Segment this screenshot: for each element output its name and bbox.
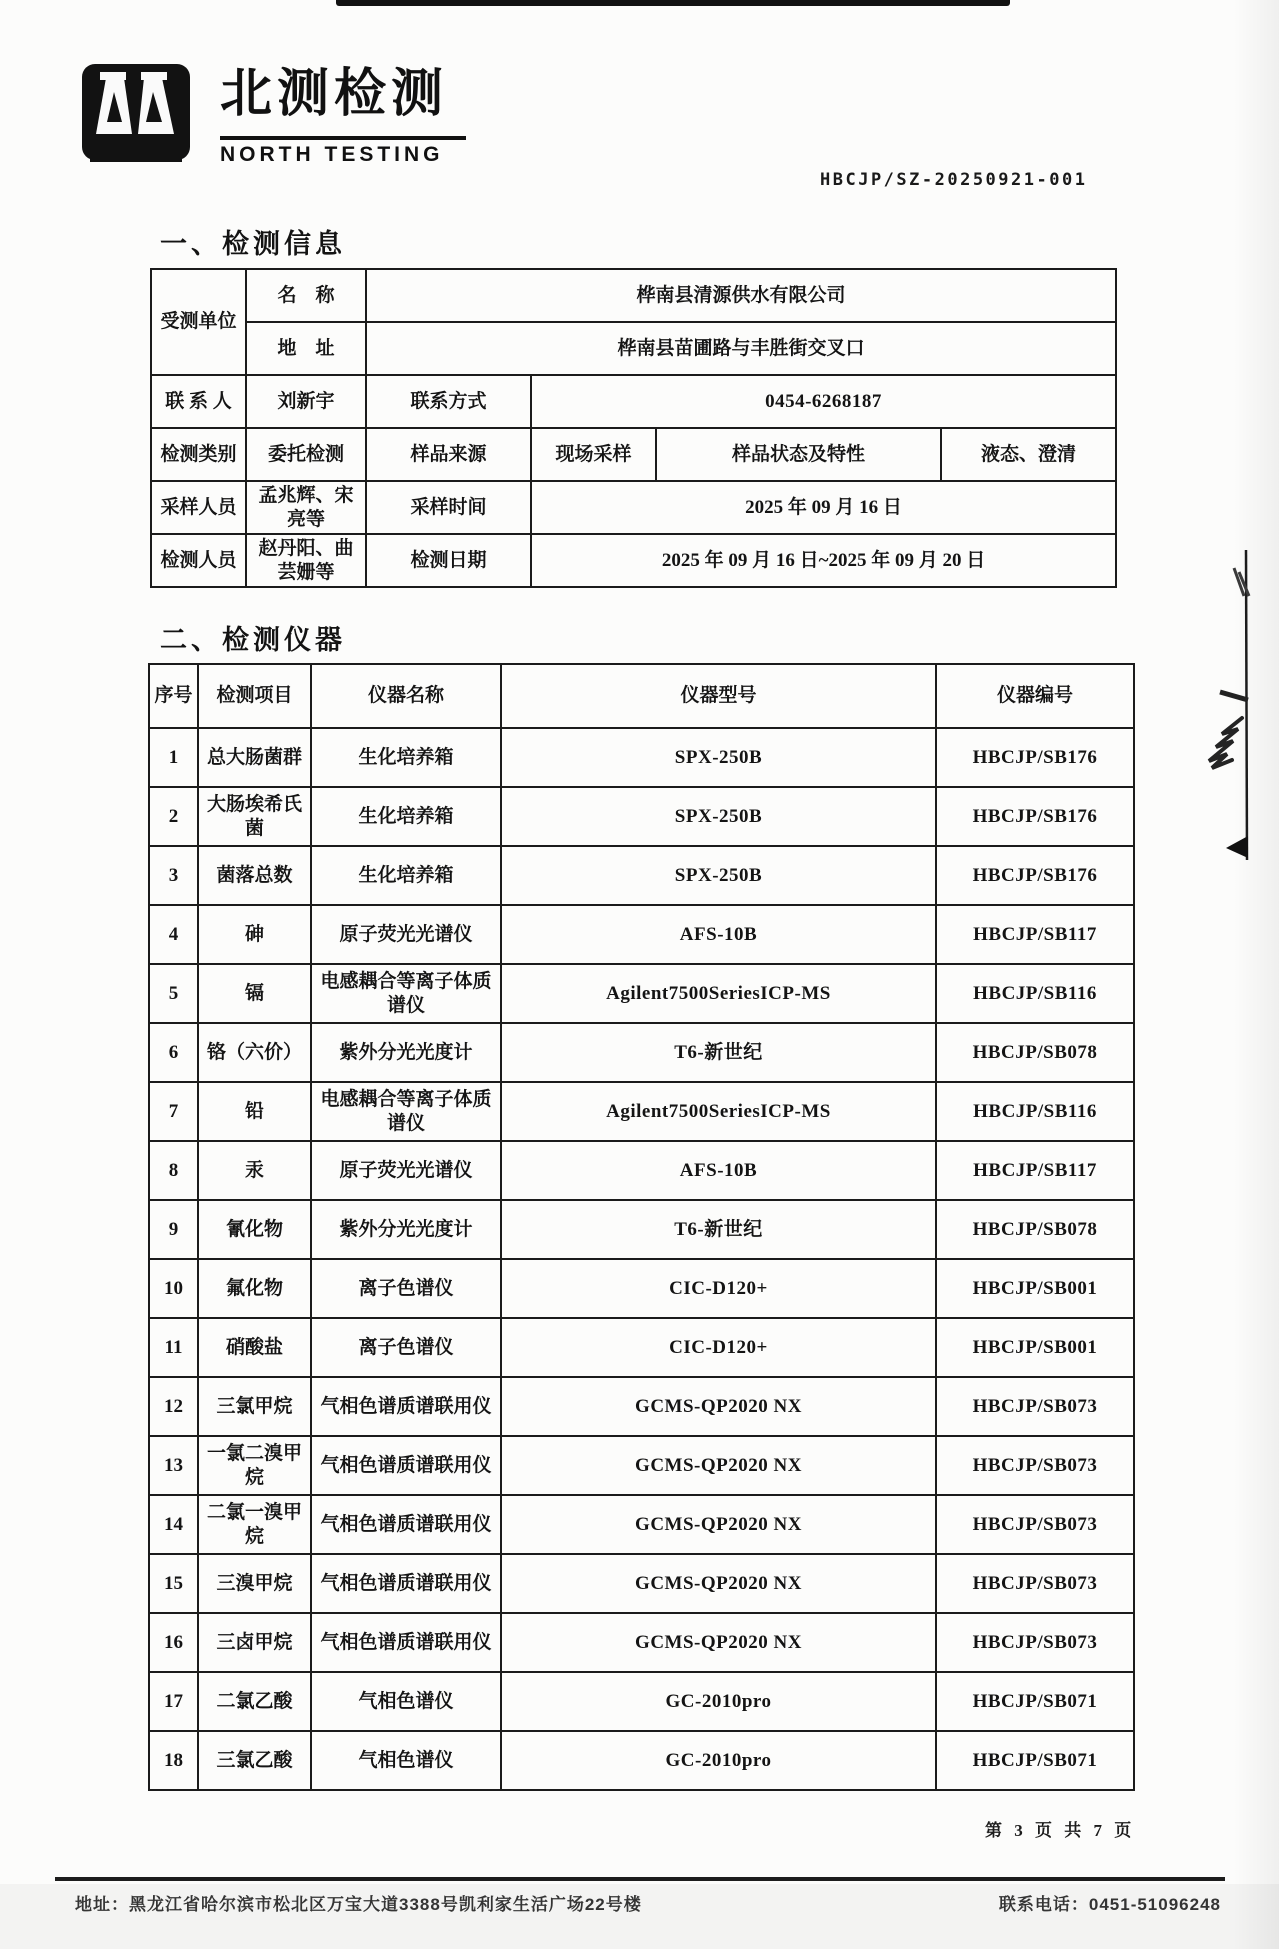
table-row [151,534,1116,587]
section-title-instruments: 二、检测仪器 [160,625,346,655]
cell-item: 硝酸盐 [198,1318,311,1377]
cell-instrument-model: AFS-10B [501,905,936,964]
cell-index: 3 [149,846,198,905]
table-row [149,1436,1134,1495]
table-row [149,1141,1134,1200]
info-value-category: 委托检测 [246,428,366,481]
cell-instrument-name: 原子荧光光谱仪 [311,905,501,964]
info-label-name: 名 称 [246,269,366,322]
cell-instrument-name: 生化培养箱 [311,728,501,787]
table-row [149,1731,1134,1790]
cell-instrument-name: 气相色谱质谱联用仪 [311,1377,501,1436]
header-index: 序号 [149,664,198,728]
cell-index: 14 [149,1495,198,1554]
cell-instrument-id: HBCJP/SB078 [936,1023,1134,1082]
cell-index: 18 [149,1731,198,1790]
info-value-sampler: 孟兆辉、宋亮等 [246,481,366,534]
table-row [149,1672,1134,1731]
cell-instrument-name: 紫外分光光度计 [311,1023,501,1082]
cell-instrument-id: HBCJP/SB078 [936,1200,1134,1259]
logo-chinese-name: 北测检测 [220,65,449,123]
info-label-category: 检测类别 [151,428,246,481]
cell-instrument-model: Agilent7500SeriesICP-MS [501,1082,936,1141]
cell-instrument-name: 气相色谱质谱联用仪 [311,1554,501,1613]
info-label-address: 地 址 [246,322,366,375]
info-value-contact: 刘新宇 [246,375,366,428]
cell-item: 总大肠菌群 [198,728,311,787]
section-title-info: 一、检测信息 [160,229,346,259]
cell-index: 16 [149,1613,198,1672]
cell-index: 9 [149,1200,198,1259]
cell-instrument-model: SPX-250B [501,846,936,905]
cell-instrument-name: 气相色谱质谱联用仪 [311,1613,501,1672]
table-row [149,1200,1134,1259]
cell-index: 8 [149,1141,198,1200]
cell-instrument-name: 气相色谱质谱联用仪 [311,1436,501,1495]
cell-instrument-model: Agilent7500SeriesICP-MS [501,964,936,1023]
cell-instrument-name: 生化培养箱 [311,787,501,846]
scan-top-streak [336,0,1010,6]
cell-item: 汞 [198,1141,311,1200]
table-row [151,428,1116,481]
info-label-sample-source: 样品来源 [366,428,531,481]
cell-instrument-name: 生化培养箱 [311,846,501,905]
cell-item: 砷 [198,905,311,964]
footer-divider [55,1877,1225,1881]
cell-instrument-model: CIC-D120+ [501,1318,936,1377]
cell-index: 17 [149,1672,198,1731]
cell-instrument-model: GCMS-QP2020 NX [501,1554,936,1613]
cell-instrument-model: T6-新世纪 [501,1023,936,1082]
table-row [151,322,1116,375]
cell-instrument-name: 气相色谱质谱联用仪 [311,1495,501,1554]
cell-item: 三卤甲烷 [198,1613,311,1672]
header-instrument-id: 仪器编号 [936,664,1134,728]
header-instrument-name: 仪器名称 [311,664,501,728]
cell-instrument-id: HBCJP/SB073 [936,1377,1134,1436]
cell-instrument-name: 电感耦合等离子体质谱仪 [311,1082,501,1141]
table-row [149,964,1134,1023]
cell-item: 菌落总数 [198,846,311,905]
cell-item: 三氯乙酸 [198,1731,311,1790]
info-label-contact: 联 系 人 [151,375,246,428]
cell-instrument-name: 离子色谱仪 [311,1318,501,1377]
cell-instrument-model: GCMS-QP2020 NX [501,1495,936,1554]
cell-index: 6 [149,1023,198,1082]
table-row [151,269,1116,322]
report-number: HBCJP/SZ-20250921-001 [820,170,1088,190]
info-value-address: 桦南县苗圃路与丰胜街交叉口 [366,322,1116,375]
header-instrument-model: 仪器型号 [501,664,936,728]
table-row [149,1259,1134,1318]
table-row [149,728,1134,787]
cell-instrument-id: HBCJP/SB001 [936,1318,1134,1377]
cell-instrument-id: HBCJP/SB117 [936,1141,1134,1200]
footer-address: 地址：黑龙江省哈尔滨市松北区万宝大道3388号凯利家生活广场22号楼 [75,1895,642,1914]
table-row [149,1082,1134,1141]
cell-item: 大肠埃希氏菌 [198,787,311,846]
cell-instrument-name: 紫外分光光度计 [311,1200,501,1259]
cell-item: 三氯甲烷 [198,1377,311,1436]
cell-index: 10 [149,1259,198,1318]
cell-item: 二氯乙酸 [198,1672,311,1731]
table-row [149,1318,1134,1377]
table-row [149,787,1134,846]
cell-instrument-id: HBCJP/SB176 [936,846,1134,905]
scan-edge-marks [1190,550,1270,875]
table-row [151,375,1116,428]
cell-item: 铬（六价） [198,1023,311,1082]
logo-divider [220,136,466,140]
table-row [149,1554,1134,1613]
info-label-test-date: 检测日期 [366,534,531,587]
info-value-sampling-time: 2025 年 09 月 16 日 [531,481,1116,534]
info-label-sampling-time: 采样时间 [366,481,531,534]
info-value-tester: 赵丹阳、曲芸姗等 [246,534,366,587]
cell-instrument-id: HBCJP/SB073 [936,1495,1134,1554]
cell-item: 氰化物 [198,1200,311,1259]
cell-instrument-name: 气相色谱仪 [311,1731,501,1790]
cell-index: 13 [149,1436,198,1495]
cell-instrument-model: T6-新世纪 [501,1200,936,1259]
info-value-sample-source: 现场采样 [531,428,656,481]
instruments-table [148,663,1135,1791]
cell-instrument-model: AFS-10B [501,1141,936,1200]
info-label-unit: 受测单位 [151,269,246,375]
cell-instrument-id: HBCJP/SB071 [936,1672,1134,1731]
cell-item: 三溴甲烷 [198,1554,311,1613]
cell-instrument-model: GC-2010pro [501,1731,936,1790]
cell-instrument-model: GCMS-QP2020 NX [501,1613,936,1672]
table-row [151,481,1116,534]
header-item: 检测项目 [198,664,311,728]
cell-index: 7 [149,1082,198,1141]
info-value-test-date: 2025 年 09 月 16 日~2025 年 09 月 20 日 [531,534,1116,587]
instruments-tbody [149,728,1134,1790]
cell-instrument-name: 原子荧光光谱仪 [311,1141,501,1200]
cell-item: 氟化物 [198,1259,311,1318]
table-row [149,1023,1134,1082]
cell-index: 11 [149,1318,198,1377]
cell-index: 5 [149,964,198,1023]
cell-instrument-model: SPX-250B [501,787,936,846]
cell-instrument-id: HBCJP/SB073 [936,1436,1134,1495]
scan-shadow [1233,0,1279,1949]
cell-instrument-id: HBCJP/SB116 [936,1082,1134,1141]
north-testing-logo-icon [80,60,196,171]
table-row [149,1495,1134,1554]
info-label-sample-state: 样品状态及特性 [656,428,941,481]
cell-instrument-name: 电感耦合等离子体质谱仪 [311,964,501,1023]
cell-instrument-id: HBCJP/SB073 [936,1554,1134,1613]
cell-instrument-name: 气相色谱仪 [311,1672,501,1731]
page-number: 第 3 页 共 7 页 [985,1821,1136,1840]
info-value-name: 桦南县清源供水有限公司 [366,269,1116,322]
cell-instrument-name: 离子色谱仪 [311,1259,501,1318]
cell-item: 铅 [198,1082,311,1141]
info-label-contact-method: 联系方式 [366,375,531,428]
cell-instrument-model: GCMS-QP2020 NX [501,1436,936,1495]
info-table [150,268,1117,588]
cell-item: 镉 [198,964,311,1023]
info-value-contact-phone: 0454-6268187 [531,375,1116,428]
cell-instrument-id: HBCJP/SB073 [936,1613,1134,1672]
cell-index: 15 [149,1554,198,1613]
cell-index: 4 [149,905,198,964]
cell-instrument-model: GC-2010pro [501,1672,936,1731]
cell-item: 一氯二溴甲烷 [198,1436,311,1495]
footer-phone: 联系电话：0451-51096248 [998,1895,1221,1914]
cell-index: 12 [149,1377,198,1436]
cell-index: 2 [149,787,198,846]
cell-instrument-id: HBCJP/SB117 [936,905,1134,964]
cell-index: 1 [149,728,198,787]
cell-instrument-model: SPX-250B [501,728,936,787]
cell-instrument-model: CIC-D120+ [501,1259,936,1318]
cell-instrument-model: GCMS-QP2020 NX [501,1377,936,1436]
logo-english-name: NORTH TESTING [220,143,444,166]
info-value-sample-state: 液态、澄清 [941,428,1116,481]
table-row [149,846,1134,905]
table-header-row [149,664,1134,728]
cell-instrument-id: HBCJP/SB116 [936,964,1134,1023]
info-label-tester: 检测人员 [151,534,246,587]
cell-instrument-id: HBCJP/SB001 [936,1259,1134,1318]
table-row [149,905,1134,964]
table-row [149,1377,1134,1436]
cell-instrument-id: HBCJP/SB176 [936,728,1134,787]
cell-instrument-id: HBCJP/SB176 [936,787,1134,846]
cell-item: 二氯一溴甲烷 [198,1495,311,1554]
info-label-sampler: 采样人员 [151,481,246,534]
cell-instrument-id: HBCJP/SB071 [936,1731,1134,1790]
table-row [149,1613,1134,1672]
